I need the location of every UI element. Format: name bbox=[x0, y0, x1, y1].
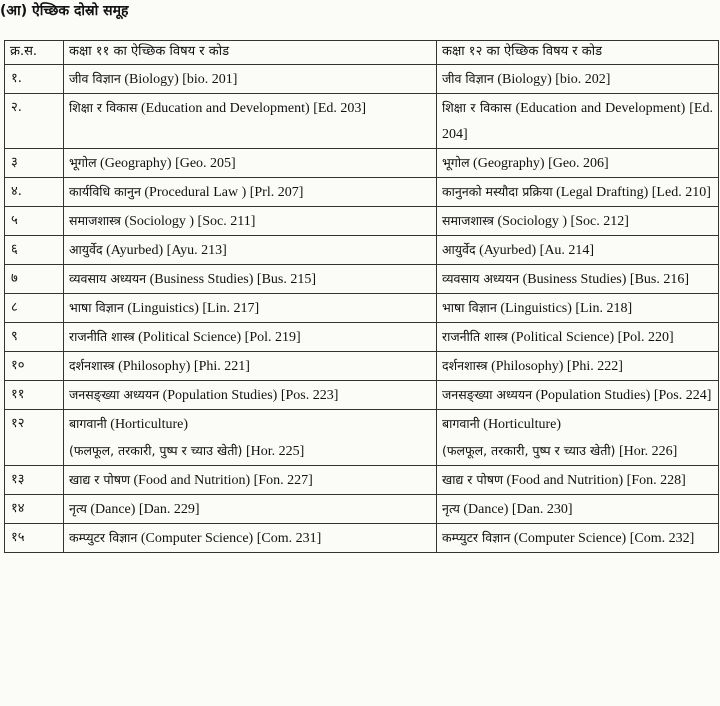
subject-detail-nepali: (फलफूल, तरकारी, पुष्प र च्याउ खेती) bbox=[442, 443, 616, 458]
subject-name-nepali: खाद्य र पोषण bbox=[442, 472, 503, 487]
subject-detail-nepali: (फलफूल, तरकारी, पुष्प र च्याउ खेती) bbox=[69, 443, 243, 458]
subject-name-english-code: (Population Studies) [Pos. 223] bbox=[162, 388, 339, 403]
grade11-subject-cell bbox=[64, 381, 437, 410]
table-row bbox=[5, 524, 719, 553]
subject-name-english-code: (Computer Science) [Com. 231] bbox=[140, 531, 322, 546]
grade12-subject-cell bbox=[437, 381, 719, 410]
grade12-subject-cell bbox=[437, 94, 719, 149]
table-row bbox=[5, 323, 719, 352]
grade11-subject-cell bbox=[64, 178, 437, 207]
subject-name-english-code: (Education and Development) [Ed. 203] bbox=[140, 101, 367, 116]
table-row bbox=[5, 65, 719, 94]
grade11-subject-cell bbox=[64, 466, 437, 495]
section-heading: (आ) ऐच्छिक दोस्रो समूह bbox=[0, 3, 129, 19]
subject-name-english-code: (Linguistics) [Lin. 217] bbox=[127, 301, 260, 316]
grade12-subject-cell bbox=[437, 352, 719, 381]
subject-name-nepali: जनसङ्ख्या अध्ययन bbox=[442, 387, 533, 402]
serial-number-cell: ८ bbox=[5, 294, 64, 323]
table-row bbox=[5, 178, 719, 207]
subject-name-nepali: राजनीति शास्त्र bbox=[442, 329, 508, 344]
subject-name-nepali: बागवानी bbox=[69, 416, 107, 431]
subject-name-english-code: (Ayurbed) [Au. 214] bbox=[479, 243, 595, 258]
subject-name-english-code: (Geography) [Geo. 206] bbox=[473, 156, 609, 171]
subject-name-nepali: कानुनको मस्यौदा प्रक्रिया bbox=[442, 184, 553, 199]
subject-name-english-code: (Food and Nutrition) [Fon. 228] bbox=[506, 473, 686, 488]
subject-name-english-code: (Legal Drafting) [Led. 210] bbox=[556, 185, 711, 200]
table-row bbox=[5, 265, 719, 294]
subject-name-nepali: जीव विज्ञान bbox=[442, 71, 494, 86]
subject-name-english-code: (Political Science) [Pol. 219] bbox=[138, 330, 301, 345]
serial-number-cell: १५ bbox=[5, 524, 64, 553]
table-header-row bbox=[5, 41, 719, 65]
table-row bbox=[5, 294, 719, 323]
subject-code: [Hor. 225] bbox=[245, 444, 305, 459]
grade11-subject-cell bbox=[64, 236, 437, 265]
grade12-subject-cell bbox=[437, 207, 719, 236]
table-row bbox=[5, 149, 719, 178]
grade11-subject-cell bbox=[64, 410, 437, 466]
grade12-subject-cell bbox=[437, 65, 719, 94]
grade11-subject-cell bbox=[64, 94, 437, 149]
subject-name-english-code: (Business Studies) [Bus. 215] bbox=[149, 272, 317, 287]
grade12-subject-cell bbox=[437, 294, 719, 323]
subject-name-english-code: (Population Studies) [Pos. 224] bbox=[535, 388, 712, 403]
subject-name-english-code: (Food and Nutrition) [Fon. 227] bbox=[133, 473, 313, 488]
subject-name-english-code: (Dance) [Dan. 229] bbox=[90, 502, 200, 517]
subject-name-nepali: भाषा विज्ञान bbox=[442, 300, 497, 315]
subject-name-nepali: दर्शनशास्त्र bbox=[442, 358, 488, 373]
subject-name-english-code: (Horticulture) bbox=[110, 417, 189, 432]
subject-name-nepali: कम्प्युटर विज्ञान bbox=[442, 530, 511, 545]
serial-number-cell: ३ bbox=[5, 149, 64, 178]
header-grade12-subjects: कक्षा १२ का ऐच्छिक विषय र कोड bbox=[437, 41, 719, 65]
grade11-subject-cell bbox=[64, 207, 437, 236]
serial-number-cell: १. bbox=[5, 65, 64, 94]
grade12-subject-cell bbox=[437, 265, 719, 294]
grade12-subject-cell bbox=[437, 149, 719, 178]
grade11-subject-cell bbox=[64, 149, 437, 178]
table-row bbox=[5, 466, 719, 495]
subject-name-nepali: शिक्षा र विकास bbox=[442, 100, 512, 115]
serial-number-cell: ४. bbox=[5, 178, 64, 207]
grade11-subject-cell bbox=[64, 265, 437, 294]
subject-name-nepali: खाद्य र पोषण bbox=[69, 472, 130, 487]
subject-name-nepali: कम्प्युटर विज्ञान bbox=[69, 530, 138, 545]
serial-number-cell: १४ bbox=[5, 495, 64, 524]
subject-name-english-code: (Political Science) [Pol. 220] bbox=[511, 330, 674, 345]
subject-name-nepali: व्यवसाय अध्ययन bbox=[442, 271, 520, 286]
serial-number-cell: १२ bbox=[5, 410, 64, 466]
subject-name-english-code: (Biology) [bio. 201] bbox=[124, 72, 238, 87]
table-row bbox=[5, 207, 719, 236]
grade12-subject-cell bbox=[437, 524, 719, 553]
subject-name-nepali: नृत्य bbox=[69, 501, 87, 516]
grade11-subject-cell bbox=[64, 323, 437, 352]
grade12-subject-cell bbox=[437, 495, 719, 524]
table-row bbox=[5, 495, 719, 524]
serial-number-cell: ११ bbox=[5, 381, 64, 410]
subject-name-english-code: (Philosophy) [Phi. 221] bbox=[118, 359, 250, 374]
serial-number-cell: ५ bbox=[5, 207, 64, 236]
grade11-subject-cell bbox=[64, 65, 437, 94]
subject-name-nepali: आयुर्वेद bbox=[69, 242, 103, 257]
table-row bbox=[5, 410, 719, 466]
subject-name-english-code: (Business Studies) [Bus. 216] bbox=[522, 272, 690, 287]
table-row bbox=[5, 381, 719, 410]
grade11-subject-cell bbox=[64, 294, 437, 323]
grade12-subject-cell bbox=[437, 466, 719, 495]
serial-number-cell: ९ bbox=[5, 323, 64, 352]
subject-name-nepali: समाजशास्त्र bbox=[69, 213, 121, 228]
subject-name-nepali: भूगोल bbox=[69, 155, 97, 170]
subject-name-nepali: भाषा विज्ञान bbox=[69, 300, 124, 315]
serial-number-cell: ६ bbox=[5, 236, 64, 265]
subject-name-english-code: (Procedural Law ) [Prl. 207] bbox=[144, 185, 304, 200]
subject-name-nepali: राजनीति शास्त्र bbox=[69, 329, 135, 344]
serial-number-cell: २. bbox=[5, 94, 64, 149]
subject-name-english-code: (Dance) [Dan. 230] bbox=[463, 502, 573, 517]
subject-name-nepali: भूगोल bbox=[442, 155, 470, 170]
subject-name-nepali: शिक्षा र विकास bbox=[69, 100, 138, 115]
grade12-subject-cell bbox=[437, 323, 719, 352]
table-row bbox=[5, 94, 719, 149]
subject-name-english-code: (Biology) [bio. 202] bbox=[497, 72, 611, 87]
subject-name-english-code: (Ayurbed) [Ayu. 213] bbox=[106, 243, 227, 258]
subject-name-english-code: (Horticulture) bbox=[483, 417, 562, 432]
subject-code: [Hor. 226] bbox=[618, 444, 678, 459]
serial-number-cell: १० bbox=[5, 352, 64, 381]
grade11-subject-cell bbox=[64, 352, 437, 381]
grade11-subject-cell bbox=[64, 524, 437, 553]
subject-name-nepali: जनसङ्ख्या अध्ययन bbox=[69, 387, 160, 402]
grade12-subject-cell bbox=[437, 236, 719, 265]
subject-name-nepali: व्यवसाय अध्ययन bbox=[69, 271, 147, 286]
table-row bbox=[5, 352, 719, 381]
grade12-subject-cell bbox=[437, 410, 719, 466]
subject-name-nepali: जीव विज्ञान bbox=[69, 71, 121, 86]
header-grade11-subjects: कक्षा ११ का ऐच्छिक विषय र कोड bbox=[64, 41, 437, 65]
grade11-subject-cell bbox=[64, 495, 437, 524]
subject-name-nepali: दर्शनशास्त्र bbox=[69, 358, 115, 373]
elective-subjects-table bbox=[4, 40, 719, 553]
subject-name-nepali: नृत्य bbox=[442, 501, 460, 516]
table-row bbox=[5, 236, 719, 265]
header-serial-number: क्र.स. bbox=[5, 41, 64, 65]
subject-name-nepali: कार्यविधि कानुन bbox=[69, 184, 141, 199]
subject-name-english-code: (Sociology ) [Soc. 211] bbox=[124, 214, 256, 229]
subject-name-nepali: बागवानी bbox=[442, 416, 480, 431]
subject-name-nepali: आयुर्वेद bbox=[442, 242, 476, 257]
subject-name-nepali: समाजशास्त्र bbox=[442, 213, 494, 228]
serial-number-cell: ७ bbox=[5, 265, 64, 294]
subject-name-english-code: (Philosophy) [Phi. 222] bbox=[491, 359, 623, 374]
subject-name-english-code: (Linguistics) [Lin. 218] bbox=[500, 301, 633, 316]
subject-name-english-code: (Sociology ) [Soc. 212] bbox=[497, 214, 629, 229]
subject-name-english-code: (Computer Science) [Com. 232] bbox=[513, 531, 695, 546]
subject-name-english-code: (Geography) [Geo. 205] bbox=[100, 156, 236, 171]
serial-number-cell: १३ bbox=[5, 466, 64, 495]
grade12-subject-cell bbox=[437, 178, 719, 207]
subject-name-english-code: (Education and Development) [Ed. 204] bbox=[442, 101, 713, 142]
